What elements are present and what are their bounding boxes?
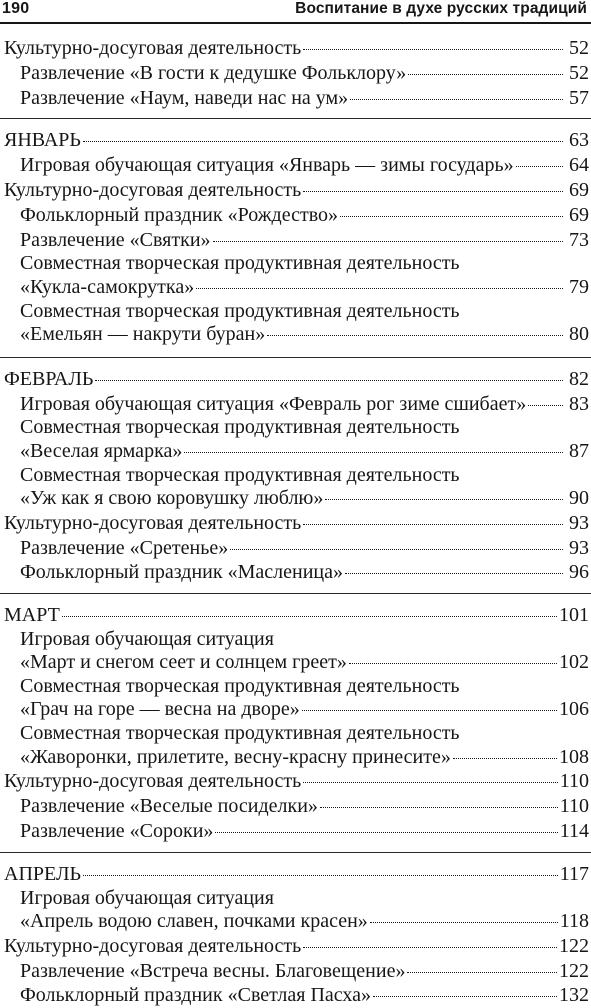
entry-page-number: 83	[569, 392, 589, 415]
toc-entry[interactable]	[0, 628, 591, 675]
dot-leader	[83, 875, 558, 876]
dot-leader	[370, 922, 558, 923]
dot-leader	[373, 996, 557, 997]
dot-leader	[230, 549, 563, 550]
entry-title: ФЕВРАЛЬ	[4, 367, 94, 390]
dot-leader	[303, 947, 557, 948]
dot-leader	[184, 452, 563, 453]
toc-entry[interactable]	[0, 416, 591, 463]
toc-heading-entry[interactable]	[0, 367, 591, 392]
toc-entry[interactable]	[0, 300, 591, 347]
entry-title: Культурно-досуговая деятельность	[4, 178, 302, 201]
toc-heading-entry[interactable]	[0, 934, 591, 959]
entry-title-line1: Совместная творческая продуктивная деятельность	[20, 252, 460, 275]
toc-entry[interactable]	[0, 819, 591, 844]
toc-section	[0, 36, 591, 119]
entry-page-number: 108	[559, 745, 589, 768]
running-header	[0, 0, 591, 22]
entry-title-line1: Совместная творческая продуктивная деятельность	[20, 463, 460, 486]
dot-leader	[453, 758, 557, 759]
dot-leader	[345, 573, 563, 574]
toc-entry[interactable]	[0, 536, 591, 561]
dot-leader	[95, 380, 563, 381]
toc-heading-entry[interactable]	[0, 36, 591, 61]
toc-heading-entry[interactable]	[0, 769, 591, 794]
entry-page-number: 73	[569, 228, 589, 251]
entry-title: Развлечение «Наум, наведи нас на ум»	[20, 86, 349, 109]
dot-leader	[196, 288, 563, 289]
toc-entry[interactable]	[0, 153, 591, 178]
entry-title: Фольклорный праздник «Рождество»	[20, 203, 339, 226]
dot-leader	[516, 166, 563, 167]
entry-page-number: 79	[569, 275, 589, 298]
entry-title: «Кукла-самокрутка»	[20, 275, 195, 298]
entry-page-number: 52	[569, 61, 589, 84]
toc-entry[interactable]	[0, 794, 591, 819]
toc-entry[interactable]	[0, 228, 591, 253]
dot-leader	[267, 335, 563, 336]
toc-entry[interactable]	[0, 392, 591, 417]
dot-leader	[349, 663, 557, 664]
toc-entry[interactable]	[0, 887, 591, 934]
toc-entry[interactable]	[0, 252, 591, 299]
entry-title-line1: Игровая обучающая ситуация	[20, 886, 274, 909]
entry-page-number: 114	[559, 820, 589, 843]
entry-title: «Емельян — накрути буран»	[20, 322, 266, 345]
entry-page-number: 110	[559, 795, 589, 818]
dot-leader	[303, 524, 563, 525]
entry-page-number: 80	[569, 322, 589, 345]
entry-title-line1: Совместная творческая продуктивная деятельность	[20, 675, 460, 698]
entry-page-number: 117	[559, 862, 589, 885]
header-rule	[0, 22, 591, 24]
entry-page-number: 82	[569, 367, 589, 390]
dot-leader	[303, 49, 563, 50]
entry-page-number: 69	[569, 203, 589, 226]
running-title: Воспитание в духе русских традиций	[295, 0, 587, 17]
entry-title-line2	[20, 439, 589, 464]
entry-title: ЯНВАРЬ	[4, 129, 81, 152]
toc-entry[interactable]	[0, 86, 591, 111]
entry-page-number: 69	[569, 178, 589, 201]
dot-leader	[340, 216, 563, 217]
entry-title: «Грач на горе — весна на дворе»	[20, 698, 300, 721]
entry-title: «Уж как я свою коровушку люблю»	[20, 486, 324, 509]
entry-page-number: 96	[569, 561, 589, 584]
entry-title-line1: Совместная творческая продуктивная деятельность	[20, 416, 460, 439]
entry-page-number: 90	[569, 486, 589, 509]
dot-leader	[213, 241, 563, 242]
entry-title: «Веселая ярмарка»	[20, 439, 183, 462]
entry-page-number: 64	[569, 154, 589, 177]
toc-heading-entry[interactable]	[0, 862, 591, 887]
toc-section	[0, 594, 591, 853]
entry-title-line2	[20, 909, 589, 934]
toc-entry[interactable]	[0, 203, 591, 228]
entry-page-number: 122	[559, 934, 589, 957]
entry-title: Развлечение «Встреча весны. Благовещение»	[20, 959, 406, 982]
entry-page-number: 52	[569, 37, 589, 59]
entry-page-number: 102	[559, 651, 589, 674]
entry-title: Развлечение «Сороки»	[20, 820, 214, 843]
entry-page-number: 110	[559, 770, 589, 793]
entry-title: Игровая обучающая ситуация «Февраль рог зиме сшибает»	[20, 392, 527, 415]
dot-leader	[83, 141, 563, 142]
entry-title: «Апрель водою славен, почками красен»	[20, 910, 368, 933]
entry-page-number: 57	[569, 86, 589, 109]
dot-leader	[303, 191, 563, 192]
entry-page-number: 118	[559, 910, 589, 933]
entry-page-number: 93	[569, 536, 589, 559]
dot-leader	[215, 832, 557, 833]
dot-leader	[350, 99, 563, 100]
entry-title: Культурно-досуговая деятельность	[4, 934, 302, 957]
entry-title-line2	[20, 322, 589, 347]
entry-title-line2	[20, 745, 589, 770]
entry-title-line1: Совместная творческая продуктивная деятельность	[20, 722, 460, 745]
entry-title-line2	[20, 275, 589, 300]
toc-entry[interactable]	[0, 61, 591, 86]
toc-section	[0, 358, 591, 594]
entry-title: «Жаворонки, прилетите, весну-красну принесите»	[20, 745, 451, 768]
entry-title: Культурно-досуговая деятельность	[4, 770, 302, 793]
toc-entry[interactable]	[0, 560, 591, 585]
entry-title: Развлечение «В гости к дедушке Фольклору»	[20, 61, 407, 84]
entry-title: Игровая обучающая ситуация «Январь — зимы государь»	[20, 154, 514, 177]
dot-leader	[528, 405, 563, 406]
dot-leader	[408, 74, 563, 75]
toc-heading-entry[interactable]	[0, 178, 591, 203]
entry-title: Культурно-досуговая деятельность	[4, 37, 302, 59]
dot-leader	[325, 499, 563, 500]
toc-section	[0, 853, 591, 1008]
toc-heading-entry[interactable]	[0, 603, 591, 628]
dot-leader	[320, 807, 558, 808]
entry-page-number: 101	[559, 604, 589, 627]
entry-title-line1: Совместная творческая продуктивная деятельность	[20, 299, 460, 322]
entry-title: Фольклорный праздник «Масленица»	[20, 561, 343, 584]
entry-title-line1: Игровая обучающая ситуация	[20, 627, 274, 650]
entry-title: Развлечение «Сретенье»	[20, 536, 229, 559]
toc-entry[interactable]	[0, 983, 591, 1008]
entry-title-line2	[20, 697, 589, 722]
dot-leader	[302, 710, 557, 711]
entry-page-number: 122	[559, 959, 589, 982]
entry-page-number: 132	[559, 984, 589, 1007]
entry-page-number: 63	[569, 129, 589, 152]
toc-section	[0, 119, 591, 357]
entry-title: Культурно-досуговая деятельность	[4, 511, 302, 534]
entry-title: Развлечение «Святки»	[20, 228, 211, 251]
toc-entry[interactable]	[0, 464, 591, 511]
dot-leader	[407, 972, 557, 973]
entry-title: Развлечение «Веселые посиделки»	[20, 795, 318, 818]
entry-title: АПРЕЛЬ	[4, 862, 82, 885]
toc-entry[interactable]	[0, 722, 591, 769]
toc-heading-entry[interactable]	[0, 511, 591, 536]
dot-leader	[303, 782, 557, 783]
toc-heading-entry[interactable]	[0, 128, 591, 153]
entry-title: «Март и снегом сеет и солнцем греет»	[20, 651, 347, 674]
entry-page-number: 87	[569, 439, 589, 462]
entry-title-line2	[20, 486, 589, 511]
toc-entry[interactable]	[0, 675, 591, 722]
table-of-contents	[0, 36, 591, 1008]
entry-page-number: 106	[559, 698, 589, 721]
entry-title: МАРТ	[4, 604, 60, 627]
entry-title-line2	[20, 650, 589, 675]
toc-entry[interactable]	[0, 959, 591, 984]
dot-leader	[62, 616, 557, 617]
page-number: 190	[2, 0, 30, 17]
entry-page-number: 93	[569, 511, 589, 534]
entry-title: Фольклорный праздник «Светлая Пасха»	[20, 984, 371, 1007]
